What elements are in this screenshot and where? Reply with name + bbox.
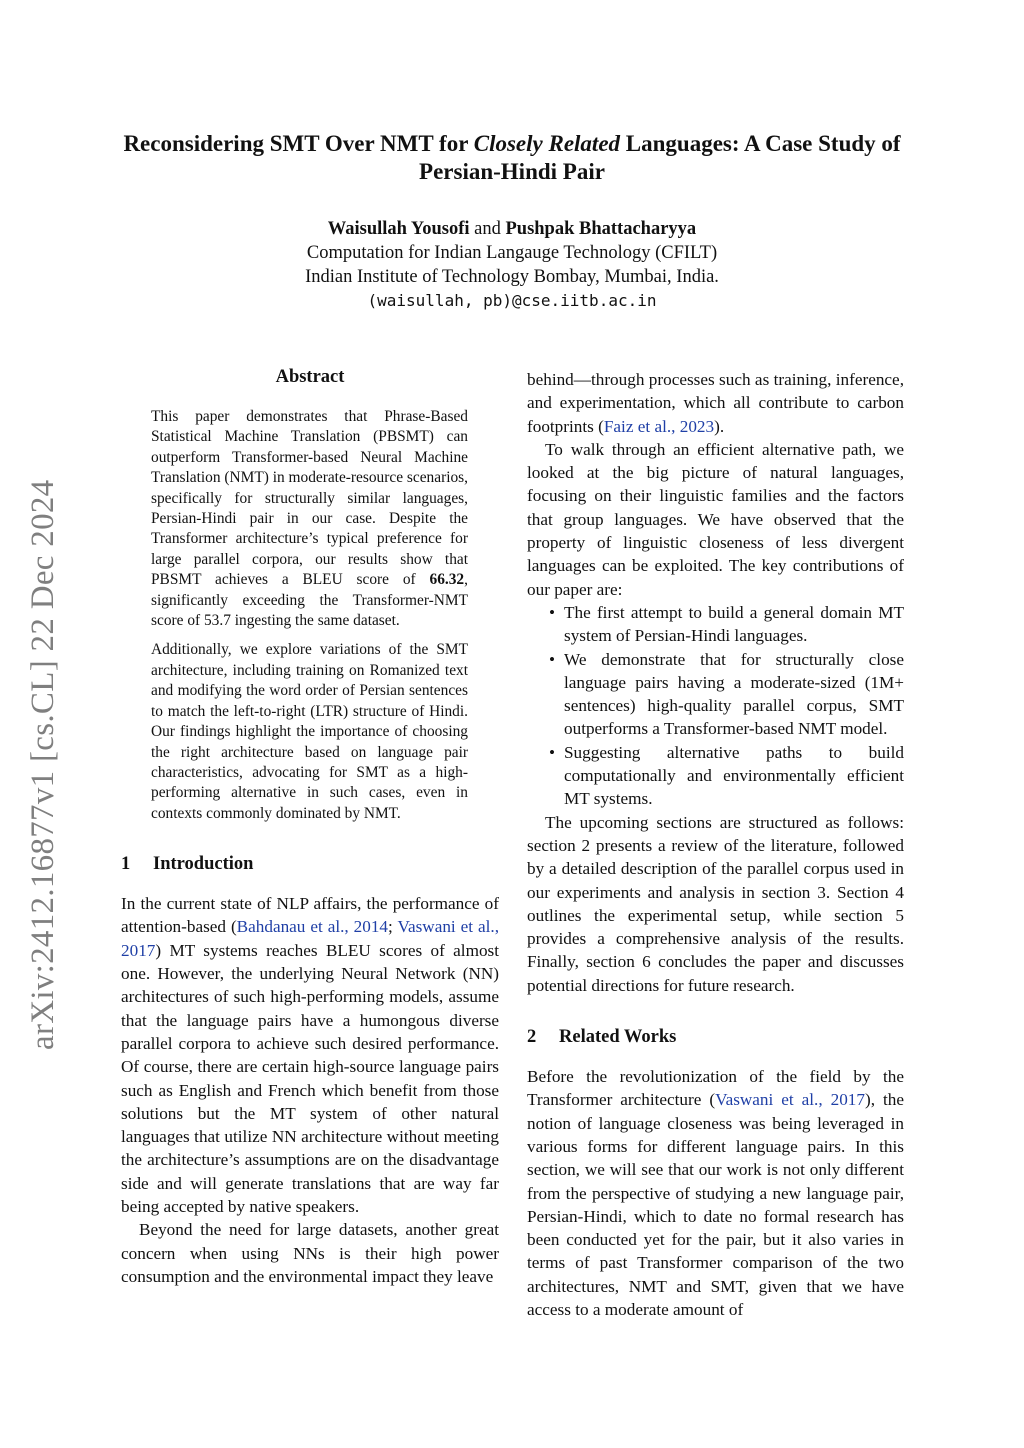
list-item: • The first attempt to build a general domain MT system of Persian-Hindi languages. <box>564 601 904 648</box>
abstract-body <box>151 407 468 824</box>
abstract-heading: Abstract <box>275 367 345 387</box>
citation-faiz[interactable]: Faiz et al., 2023 <box>603 416 715 436</box>
body-text: behind—through processes such as training, inference, and experimentation, which all contribute to carbon footprints ( <box>527 370 904 436</box>
author-email: (waisullah, pb)@cse.iitb.ac.in <box>367 291 657 310</box>
related-works-paragraph-1 <box>527 1065 904 1321</box>
right-column <box>527 368 904 1321</box>
title-part-2: Languages: A Case Study of Persian-Hindi Pair <box>419 131 901 184</box>
body-text: Before the revolutionization of the field by the Transformer architecture ( <box>527 1067 904 1110</box>
author-2: Pushpak Bhattacharyya <box>505 219 697 239</box>
section-2-body <box>527 1065 904 1321</box>
citation-vaswani[interactable]: Vaswani et al., 2017 <box>121 917 499 960</box>
list-item: • We demonstrate that for structurally close language pairs having a moderate-sized (1M+ sentences) high-quality parallel corpus, SMT outperforms a Transformer-based NMT model. <box>564 648 904 741</box>
abstract-text: , significantly exceeding the Transformer-NMT score of 53.7 ingesting the same dataset. <box>151 571 468 630</box>
body-text: ). <box>714 416 725 436</box>
arxiv-side-label: arXiv:2412.16877v1 [cs.CL] 22 Dec 2024 <box>25 479 61 1050</box>
author-1: Waisullah Yousofi <box>327 219 470 239</box>
abstract-paragraph-2: Additionally, we explore variations of the SMT architecture, including training on Romanized text and modifying the word order of Persian sentences to match the left-to-right (LTR) structure of Hindi. Our findings highlight the importance of choosing the right architecture based on language pair characteristics, advocating for SMT as a high-performing alternative in such cases, even in contexts commonly dominated by NMT. <box>151 641 468 822</box>
title-italic: Closely Related <box>473 131 621 156</box>
intro-paragraph-1 <box>121 892 499 1218</box>
left-column <box>121 365 499 1288</box>
section-2-heading <box>527 1025 904 1049</box>
intro-paragraph-4: The upcoming sections are structured as follows: section 2 presents a review of the literature, followed by a detailed description of the parallel corpus used in our experiments and analysis in section 3. Section 4 outlines the experimental setup, while section 5 provides a comprehensive analysis of the results. Finally, section 6 concludes the paper and discusses potential directions for future research. <box>527 812 904 995</box>
contributions-list <box>527 601 904 811</box>
abstract-paragraph-1 <box>151 407 468 631</box>
author-block <box>110 217 914 313</box>
body-text: In the current state of NLP affairs, the performance of attention-based ( <box>121 894 499 937</box>
author-and: and <box>469 219 506 239</box>
author-line <box>110 217 914 241</box>
title-part-1: Reconsidering SMT Over NMT for <box>123 131 474 156</box>
citation-bahdanau[interactable]: Bahdanau et al., 2014 <box>236 917 389 937</box>
section-number: 1 <box>121 854 131 875</box>
affiliation-2: Indian Institute of Technology Bombay, Mumbai, India. <box>305 267 719 287</box>
intro-paragraph-2-end <box>527 368 904 438</box>
section-title: Introduction <box>153 854 254 875</box>
section-number: 2 <box>527 1027 537 1048</box>
body-text: ) MT systems reaches BLEU scores of almost one. However, the underlying Neural Network (NN) architectures of such high-performing models, assume that the language pairs have a humongous diverse parallel corpora to achieve such desired performance. Of course, there are certain high-source language pairs such as English and French which benefit from those solutions but the MT system of other natural languages that utilize NN architecture without meeting the architecture’s assumptions are on the disadvantage side and will generate translations that are way far being accepted by native speakers. <box>121 940 499 1216</box>
paper-title <box>110 130 914 186</box>
intro-paragraph-3: To walk through an efficient alternative path, we looked at the big picture of natural languages, focusing on their linguistic families and the factors that group languages. We have observed that the property of linguistic closeness of less divergent languages can be exploited. The key contributions of our paper are: <box>527 439 904 599</box>
body-text: ), the notion of language closeness was being leveraged in various forms for different language pairs. In this section, we will see that our work is not only different from the perspective of studying a new language pair, Persian-Hindi, which to date no formal research has been conducted yet for the pair, but it also varies in terms of past Transformer comparison of the two architectures, NMT and SMT, given that we have access to a moderate amount of <box>527 1090 904 1319</box>
section-title: Related Works <box>559 1027 677 1048</box>
citation-vaswani-2[interactable]: Vaswani et al., 2017 <box>715 1090 865 1110</box>
body-text: ; <box>388 917 398 937</box>
affiliation-1: Computation for Indian Langauge Technology (CFILT) <box>306 243 718 263</box>
section-1-body-right <box>527 368 904 997</box>
section-1-body-left <box>121 892 499 1288</box>
list-item: • Suggesting alternative paths to build computationally and environmentally efficient MT systems. <box>564 741 904 811</box>
bleu-score-highlight: 66.32 <box>429 571 465 589</box>
intro-paragraph-2-start: Beyond the need for large datasets, another great concern when using NNs is their high power consumption and the environmental impact they leave <box>121 1220 499 1286</box>
section-1-heading <box>121 852 499 876</box>
abstract-text: This paper demonstrates that Phrase-Based Statistical Machine Translation (PBSMT) can outperform Transformer-based Neural Machine Translation (NMT) in moderate-resource scenarios, specifically for structurally similar languages, Persian-Hindi pair in our case. Despite the Transformer architecture’s typical preference for large parallel corpora, our results show that PBSMT achieves a BLEU score of <box>151 408 468 589</box>
